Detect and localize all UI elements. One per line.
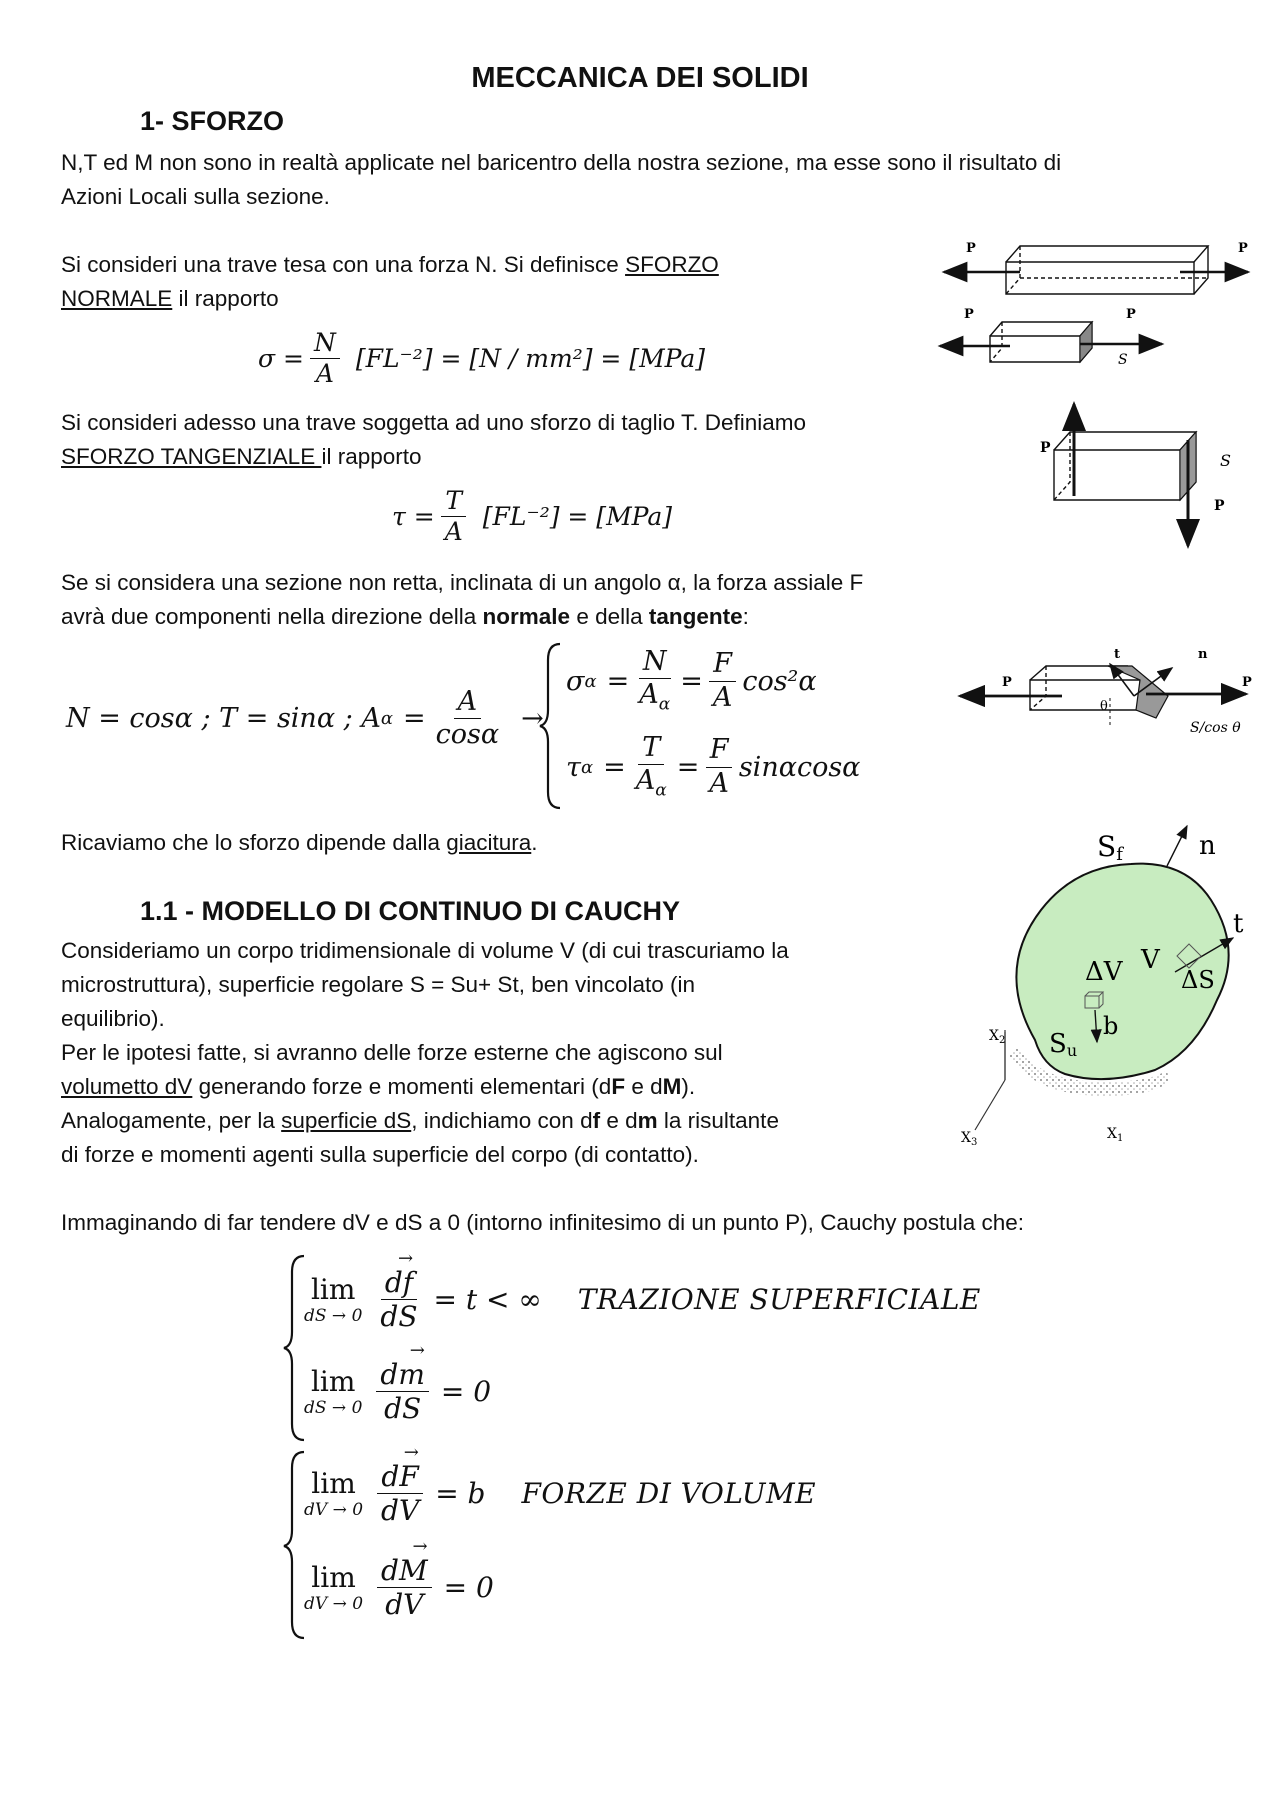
fig3-t-label: t — [1114, 647, 1121, 662]
vector-arrow-icon: → — [398, 1248, 414, 1269]
intro-line-1: N,T ed M non sono in realtà applicate nel baricentro della nostra sezione, ma esse sono il risultato di — [61, 150, 1062, 175]
normal-underlined: SFORZO — [625, 252, 719, 277]
normal-stress-line-2 — [61, 282, 279, 316]
fig4-x3-sub: 3 — [970, 1137, 978, 1148]
limit-num: dF → — [377, 1462, 422, 1494]
equation-tau-alpha: τ α = $\frac{T}{A_\alpha}$ = $\frac{F}{A}$ sinαcosα — [566, 732, 861, 801]
limit-lim: lim — [311, 1467, 356, 1501]
incl-bold-normale: normale — [482, 604, 571, 629]
figure-normal-stress — [930, 232, 1260, 382]
inclined-line-1: Se si considera una sezione non retta, inclinata di un angolo α, la forza assiale F — [61, 570, 864, 595]
shear-line-1: Si consideri adesso una trave soggetta ad uno sforzo di taglio T. Definiamo — [61, 410, 807, 435]
figure-cauchy-body — [955, 820, 1255, 1150]
sigma-alpha-sub: α — [584, 670, 597, 692]
fig1-p-left: P — [966, 241, 976, 256]
limit-den: dS — [384, 1392, 422, 1426]
fig4-sf-label — [1097, 830, 1124, 865]
limit-row — [304, 1536, 530, 1622]
giacitura-dot: . — [531, 830, 538, 855]
limit-den: dV — [385, 1588, 424, 1622]
page-title: MECCANICA DEI SOLIDI — [471, 62, 809, 94]
sigma-alpha-d2: A — [712, 681, 733, 713]
giacitura-line — [61, 826, 538, 860]
incl-text-a: avrà due componenti nella direzione della — [61, 604, 483, 629]
normal-stress-line-1 — [61, 248, 719, 282]
sigma-alpha-lhs: σ — [566, 665, 585, 697]
incl-den: cosα — [435, 719, 500, 751]
fig2-s-label: S — [1220, 451, 1231, 470]
p2l3-bold-f: f — [592, 1108, 601, 1133]
tau-alpha-d2: A — [709, 767, 729, 799]
incl-text-c: : — [742, 604, 749, 629]
fig3-theta-label: θ — [1100, 699, 1108, 714]
cauchy-p1-line-2: microstruttura), superficie regolare S = Su+ St, ben vincolato (in — [61, 972, 696, 997]
normal-underlined-2: NORMALE — [61, 286, 173, 311]
sigma-lhs: σ = — [258, 344, 304, 374]
incl-text-b: e della — [570, 604, 649, 629]
fig4-v-label: V — [1141, 945, 1160, 975]
limit-rhs: = b — [435, 1477, 486, 1511]
fig3-n-label: n — [1198, 647, 1208, 662]
fig4-x2-sub: 2 — [998, 1035, 1006, 1046]
incl-num: A — [454, 688, 482, 719]
fig3-p-right: P — [1242, 675, 1252, 690]
cauchy-p2-line-1: Per le ipotesi fatte, si avranno delle forze esterne che agiscono sul — [61, 1040, 723, 1065]
fig2-p-right: P — [1214, 498, 1225, 514]
vector-arrow-icon: → — [403, 1442, 419, 1463]
fig4-t-label: t — [1233, 909, 1244, 939]
tau-units: [FL⁻²] = [MPa] — [482, 502, 673, 532]
incl-lhs-sub: α — [380, 708, 393, 730]
figure-shear-stress — [1030, 400, 1260, 550]
cauchy-p3: Immaginando di far tendere dV e dS a 0 (intorno infinitesimo di un punto P), Cauchy postula che: — [61, 1210, 1025, 1235]
fig4-sf-sub: f — [1116, 844, 1123, 865]
fig1-p-right: P — [1238, 241, 1248, 256]
sigma-alpha-d1: A — [639, 679, 659, 711]
limit-rhs: = 0 — [443, 1571, 494, 1605]
p2l3-text-c: e d — [600, 1108, 638, 1133]
limit-rhs: = 0 — [440, 1375, 492, 1409]
p2l2-text-b: e d — [625, 1074, 663, 1099]
fig1b-p-right: P — [1126, 307, 1136, 322]
tau-alpha-lhs: τ — [566, 751, 581, 783]
figure-inclined-section — [950, 640, 1260, 750]
limit-lim: lim — [310, 1365, 356, 1399]
limit-row — [304, 1442, 817, 1528]
giacitura-underlined: giacitura — [446, 830, 532, 855]
sigma-den: A — [315, 359, 334, 389]
p2l2-bold-M: M — [662, 1074, 682, 1099]
fig4-x2-main: X — [989, 1028, 999, 1044]
superficie-underlined: superficie dS — [281, 1108, 412, 1133]
cauchy-p2-line-3 — [61, 1104, 779, 1138]
limit-lim: lim — [310, 1273, 356, 1307]
inclined-line-2 — [61, 600, 749, 634]
fig4-sf-main: S — [1097, 830, 1117, 863]
normal-text: Si consideri una trave tesa con una forza N. Si definisce — [61, 252, 626, 277]
intro-line-2: Azioni Locali sulla sezione. — [61, 184, 330, 209]
vector-arrow-icon: → — [409, 1340, 425, 1361]
fig4-x3-main: X — [961, 1130, 971, 1146]
sigma-alpha-n2: F — [709, 650, 736, 681]
sigma-alpha-tail: cos²α — [742, 665, 817, 697]
volumetto-underlined: volumetto dV — [61, 1074, 193, 1099]
normal-text-2: il rapporto — [172, 286, 279, 311]
tau-alpha-tail: sinαcosα — [738, 751, 861, 783]
p2l2-text-c: ). — [681, 1074, 696, 1099]
tau-alpha-d1: A — [635, 765, 656, 797]
fig4-su-main: S — [1049, 1029, 1067, 1059]
limit-under: dS → 0 — [304, 1306, 363, 1327]
shear-text: il rapporto — [321, 444, 422, 469]
limit-num: dM → — [377, 1556, 432, 1588]
equation-sigma-alpha: σ α = $\frac{N}{A_\alpha}$ = $\frac{F}{A}$ cos²α — [566, 646, 817, 715]
giacitura-text: Ricaviamo che lo sforzo dipende dalla — [61, 830, 447, 855]
tau-num: T — [441, 488, 466, 517]
limit-num: df → — [381, 1268, 417, 1300]
p2l3-bold-m: m — [637, 1108, 658, 1133]
tau-den: A — [444, 517, 463, 547]
limit-under: dV → 0 — [304, 1594, 364, 1615]
fig2-p-left: P — [1040, 440, 1051, 456]
limit-row — [304, 1248, 981, 1334]
fig4-dv-label: ΔV — [1085, 957, 1123, 987]
fig3-s-label: S/cos θ — [1190, 720, 1241, 736]
p2l3-text-a: Analogamente, per la — [61, 1108, 282, 1133]
cauchy-p2-line-4: di forze e momenti agenti sulla superficie del corpo (di contatto). — [61, 1142, 699, 1167]
tau-alpha-n2: F — [706, 736, 733, 767]
equation-inclined-lhs — [66, 688, 544, 750]
fig4-x1-main: X — [1107, 1126, 1117, 1142]
tau-alpha-sub: α — [580, 756, 594, 778]
fig4-su-sub: u — [1066, 1041, 1078, 1060]
cauchy-p2-line-2 — [61, 1070, 695, 1104]
sigma-alpha-n1: N — [639, 648, 671, 679]
sigma-alpha-d1sub: α — [658, 694, 671, 715]
cauchy-p1-line-3: equilibrio). — [61, 1006, 165, 1031]
limit-under: dS → 0 — [304, 1398, 363, 1419]
shear-line-2 — [61, 440, 422, 474]
tau-alpha-n1: T — [638, 734, 664, 765]
fig4-x3-label — [961, 1130, 977, 1148]
fig4-x2-label — [989, 1028, 1005, 1046]
shear-underlined: SFORZO TANGENZIALE — [61, 444, 322, 469]
equation-sigma — [258, 330, 705, 388]
limit-lim: lim — [311, 1561, 356, 1595]
limit-under: dV → 0 — [304, 1500, 364, 1521]
limit-den: dS — [380, 1300, 418, 1334]
limit-label: FORZE DI VOLUME — [521, 1477, 817, 1511]
limit-num: dm → — [376, 1360, 428, 1392]
p2l3-text-d: la risultante — [657, 1108, 779, 1133]
incl-arrow: → — [521, 703, 544, 735]
equation-tau — [392, 488, 672, 546]
p2l2-bold-F: F — [611, 1074, 626, 1099]
incl-brace — [536, 640, 566, 812]
limit-rhs: = t < ∞ — [433, 1283, 542, 1317]
section-heading-sforzo: 1- SFORZO — [140, 106, 285, 136]
limit-den: dV — [381, 1494, 420, 1528]
fig4-b-label: b — [1103, 1012, 1119, 1040]
sigma-units: [FL⁻²] = [N / mm²] = [MPa] — [355, 344, 706, 374]
vector-arrow-icon: → — [412, 1536, 428, 1557]
incl-lhs-eq: = — [402, 703, 426, 735]
fig4-x1-label — [1107, 1126, 1123, 1144]
fig1b-p-left: P — [964, 307, 974, 322]
limit-row — [304, 1340, 527, 1426]
section-heading-cauchy: 1.1 - MODELLO DI CONTINUO DI CAUCHY — [140, 896, 681, 926]
fig4-x1-sub: 1 — [1116, 1133, 1124, 1144]
tau-lhs: τ = — [392, 502, 435, 532]
fig4-ds-label: ΔS — [1181, 966, 1215, 994]
p2l3-text-b: , indichiamo con d — [411, 1108, 593, 1133]
incl-bold-tangente: tangente — [648, 604, 743, 629]
limit-label: TRAZIONE SUPERFICIALE — [577, 1283, 981, 1317]
fig3-p-left: P — [1002, 675, 1012, 690]
tau-alpha-d1sub: α — [655, 780, 667, 801]
sigma-num: N — [310, 330, 340, 359]
p2l2-text-a: generando forze e momenti elementari (d — [192, 1074, 612, 1099]
fig4-n-label: n — [1199, 831, 1216, 861]
incl-lhs: N = cosα ; T = sinα ; A — [66, 703, 381, 735]
cauchy-p1-line-1: Consideriamo un corpo tridimensionale di volume V (di cui trascuriamo la — [61, 938, 789, 963]
fig1b-s-label: S — [1118, 352, 1128, 368]
